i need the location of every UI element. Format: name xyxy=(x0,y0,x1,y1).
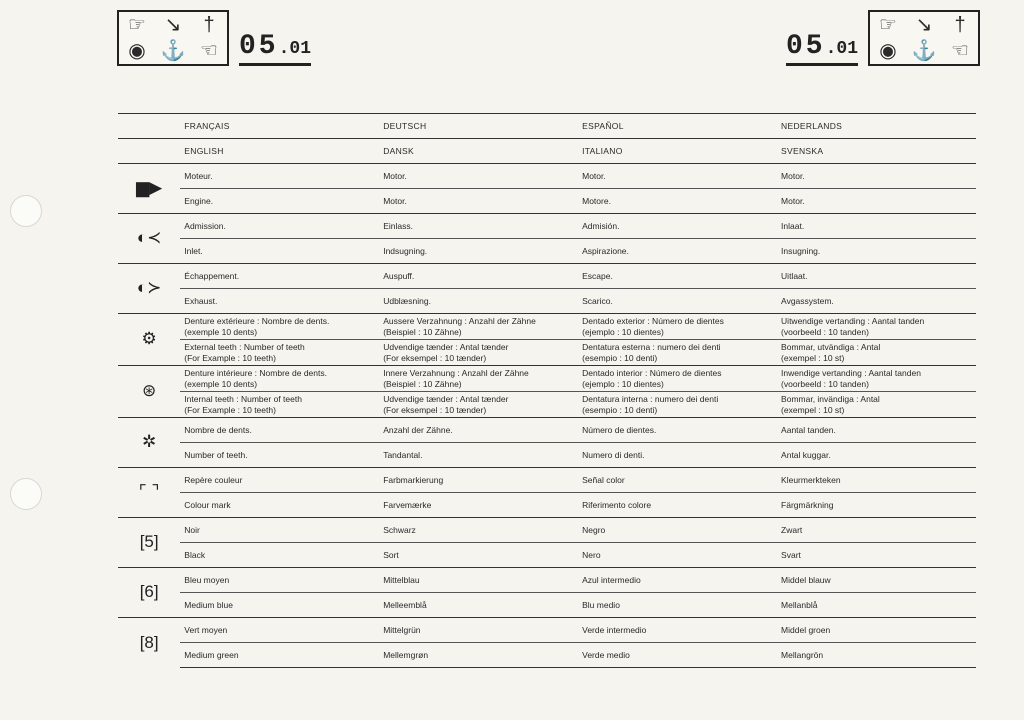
term-de: Auspuff. xyxy=(379,264,578,289)
term-de: Mittelgrün xyxy=(379,618,578,643)
term-de: Udblæsning. xyxy=(379,289,578,314)
pointing-hand-icon: ☞ xyxy=(879,14,897,36)
term-de: Sort xyxy=(379,543,578,568)
term-nl: Aantal tanden. xyxy=(777,418,976,443)
glossary-row xyxy=(118,418,976,443)
term-de: Melleemblå xyxy=(379,593,578,618)
term-nl: Middel groen xyxy=(777,618,976,643)
color-5-icon: [5] xyxy=(118,518,180,568)
glossary-row xyxy=(118,189,976,214)
term-fr: Number of teeth. xyxy=(180,443,379,468)
term-de: Udvendige tænder : Antal tænder (For eksempel : 10 tænder) xyxy=(379,392,578,418)
term-es: Admisión. xyxy=(578,214,777,239)
term-de: Motor. xyxy=(379,164,578,189)
anchor-icon: ⚓ xyxy=(911,40,937,62)
lang-dutch: NEDERLANDS xyxy=(777,114,976,139)
term-nl: Kleurmerkteken xyxy=(777,468,976,493)
cross-box-icon: † xyxy=(203,14,215,36)
external-teeth-gear-icon: ⚙ xyxy=(118,314,180,366)
colour-mark-icon: ⌜ ⌝ xyxy=(118,468,180,518)
header-right xyxy=(786,10,980,66)
term-fr: Vert moyen xyxy=(180,618,379,643)
term-es: Riferimento colore xyxy=(578,493,777,518)
term-fr: Admission. xyxy=(180,214,379,239)
term-de: Mittelblau xyxy=(379,568,578,593)
glossary-row xyxy=(118,468,976,493)
term-nl: Färgmärkning xyxy=(777,493,976,518)
glossary-row xyxy=(118,214,976,239)
term-es: Dentado exterior : Número de dientes (ejemplo : 10 dientes) xyxy=(578,314,777,340)
lang-spanish: ESPAÑOL xyxy=(578,114,777,139)
header-left xyxy=(117,10,311,66)
term-nl: Uitlaat. xyxy=(777,264,976,289)
anchor-icon: ⚓ xyxy=(160,40,186,62)
binder-hole-bottom xyxy=(10,478,42,510)
glossary-row xyxy=(118,264,976,289)
term-es: Motore. xyxy=(578,189,777,214)
term-es: Verde medio xyxy=(578,643,777,668)
glossary-row xyxy=(118,643,976,668)
term-nl: Middel blauw xyxy=(777,568,976,593)
language-header-row xyxy=(118,114,976,139)
glossary-row xyxy=(118,289,976,314)
inlet-icon: ◐≺ xyxy=(118,214,180,264)
term-fr: Medium green xyxy=(180,643,379,668)
hand-pointing-icon: ☜ xyxy=(200,40,218,62)
term-de: Einlass. xyxy=(379,214,578,239)
term-fr: Medium blue xyxy=(180,593,379,618)
term-es: Azul intermedio xyxy=(578,568,777,593)
term-nl: Motor. xyxy=(777,189,976,214)
lang-italian: ITALIANO xyxy=(578,139,777,164)
term-es: Numero di denti. xyxy=(578,443,777,468)
term-es: Scarico. xyxy=(578,289,777,314)
binder-hole-top xyxy=(10,195,42,227)
page-code: 05.01 xyxy=(239,31,311,66)
term-fr: Nombre de dents. xyxy=(180,418,379,443)
term-nl: Inwendige vertanding : Aantal tanden (voorbeeld : 10 tanden) xyxy=(777,366,976,392)
glossary-row xyxy=(118,493,976,518)
term-nl: Svart xyxy=(777,543,976,568)
gear-icon: ✲ xyxy=(118,418,180,468)
term-de: Udvendige tænder : Antal tænder (For eksempel : 10 tænder) xyxy=(379,340,578,366)
term-nl: Avgassystem. xyxy=(777,289,976,314)
term-de: Tandantal. xyxy=(379,443,578,468)
term-fr: Denture intérieure : Nombre de dents. (exemple 10 dents) xyxy=(180,366,379,392)
term-es: Dentatura interna : numero dei denti (esempio : 10 denti) xyxy=(578,392,777,418)
term-nl: Zwart xyxy=(777,518,976,543)
glossary-row xyxy=(118,443,976,468)
glossary-row xyxy=(118,543,976,568)
eye-icon: ◉ xyxy=(879,40,897,62)
term-fr: Inlet. xyxy=(180,239,379,264)
term-es: Blu medio xyxy=(578,593,777,618)
term-es: Escape. xyxy=(578,264,777,289)
term-fr: Bleu moyen xyxy=(180,568,379,593)
hand-pointing-icon: ☜ xyxy=(951,40,969,62)
term-nl: Bommar, invändiga : Antal (exempel : 10 st) xyxy=(777,392,976,418)
term-es: Nero xyxy=(578,543,777,568)
term-es: Dentado interior : Número de dientes (ejemplo : 10 dientes) xyxy=(578,366,777,392)
lang-english: ENGLISH xyxy=(180,139,379,164)
lang-french: FRANÇAIS xyxy=(180,114,379,139)
term-nl: Insugning. xyxy=(777,239,976,264)
page-code: 05.01 xyxy=(786,31,858,66)
lang-swedish: SVENSKA xyxy=(777,139,976,164)
term-nl: Mellangrön xyxy=(777,643,976,668)
term-fr: Colour mark xyxy=(180,493,379,518)
term-fr: External teeth : Number of teeth (For Example : 10 teeth) xyxy=(180,340,379,366)
term-nl: Uitwendige vertanding : Aantal tanden (voorbeeld : 10 tanden) xyxy=(777,314,976,340)
term-es: Número de dientes. xyxy=(578,418,777,443)
glossary-row xyxy=(118,164,976,189)
term-de: Innere Verzahnung : Anzahl der Zähne (Beispiel : 10 Zähne) xyxy=(379,366,578,392)
glossary-row xyxy=(118,618,976,643)
glossary-row xyxy=(118,314,976,340)
term-es: Verde intermedio xyxy=(578,618,777,643)
glossary-row xyxy=(118,593,976,618)
term-es: Motor. xyxy=(578,164,777,189)
term-fr: Exhaust. xyxy=(180,289,379,314)
term-nl: Bommar, utvändiga : Antal (exempel : 10 st) xyxy=(777,340,976,366)
term-nl: Antal kuggar. xyxy=(777,443,976,468)
term-nl: Motor. xyxy=(777,164,976,189)
glossary-row xyxy=(118,518,976,543)
internal-teeth-gear-icon: ⊛ xyxy=(118,366,180,418)
term-es: Negro xyxy=(578,518,777,543)
arrow-down-right-icon: ↘ xyxy=(164,14,182,36)
term-nl: Mellanblå xyxy=(777,593,976,618)
cross-box-icon: † xyxy=(954,14,966,36)
term-fr: Denture extérieure : Nombre de dents. (exemple 10 dents) xyxy=(180,314,379,340)
term-fr: Black xyxy=(180,543,379,568)
term-de: Anzahl der Zähne. xyxy=(379,418,578,443)
glossary-table xyxy=(118,113,976,668)
glossary-row xyxy=(118,239,976,264)
glossary-row xyxy=(118,366,976,392)
term-de: Motor. xyxy=(379,189,578,214)
glossary-row xyxy=(118,392,976,418)
term-nl: Inlaat. xyxy=(777,214,976,239)
term-de: Farvemærke xyxy=(379,493,578,518)
term-fr: Repère couleur xyxy=(180,468,379,493)
term-es: Dentatura esterna : numero dei denti (esempio : 10 denti) xyxy=(578,340,777,366)
term-de: Mellemgrøn xyxy=(379,643,578,668)
term-fr: Échappement. xyxy=(180,264,379,289)
term-fr: Internal teeth : Number of teeth (For Example : 10 teeth) xyxy=(180,392,379,418)
exhaust-icon: ◐≻ xyxy=(118,264,180,314)
term-de: Farbmarkierung xyxy=(379,468,578,493)
term-fr: Noir xyxy=(180,518,379,543)
term-fr: Engine. xyxy=(180,189,379,214)
eye-icon: ◉ xyxy=(128,40,146,62)
color-6-icon: [6] xyxy=(118,568,180,618)
term-es: Señal color xyxy=(578,468,777,493)
term-es: Aspirazione. xyxy=(578,239,777,264)
symbol-box xyxy=(117,10,229,66)
term-de: Indsugning. xyxy=(379,239,578,264)
engine-icon: ▆▶ xyxy=(118,164,180,214)
pointing-hand-icon: ☞ xyxy=(128,14,146,36)
color-8-icon: [8] xyxy=(118,618,180,668)
term-de: Schwarz xyxy=(379,518,578,543)
term-fr: Moteur. xyxy=(180,164,379,189)
language-header-row xyxy=(118,139,976,164)
symbol-box xyxy=(868,10,980,66)
glossary-row xyxy=(118,340,976,366)
glossary-row xyxy=(118,568,976,593)
lang-danish: DANSK xyxy=(379,139,578,164)
lang-german: DEUTSCH xyxy=(379,114,578,139)
term-de: Aussere Verzahnung : Anzahl der Zähne (Beispiel : 10 Zähne) xyxy=(379,314,578,340)
arrow-down-right-icon: ↘ xyxy=(915,14,933,36)
